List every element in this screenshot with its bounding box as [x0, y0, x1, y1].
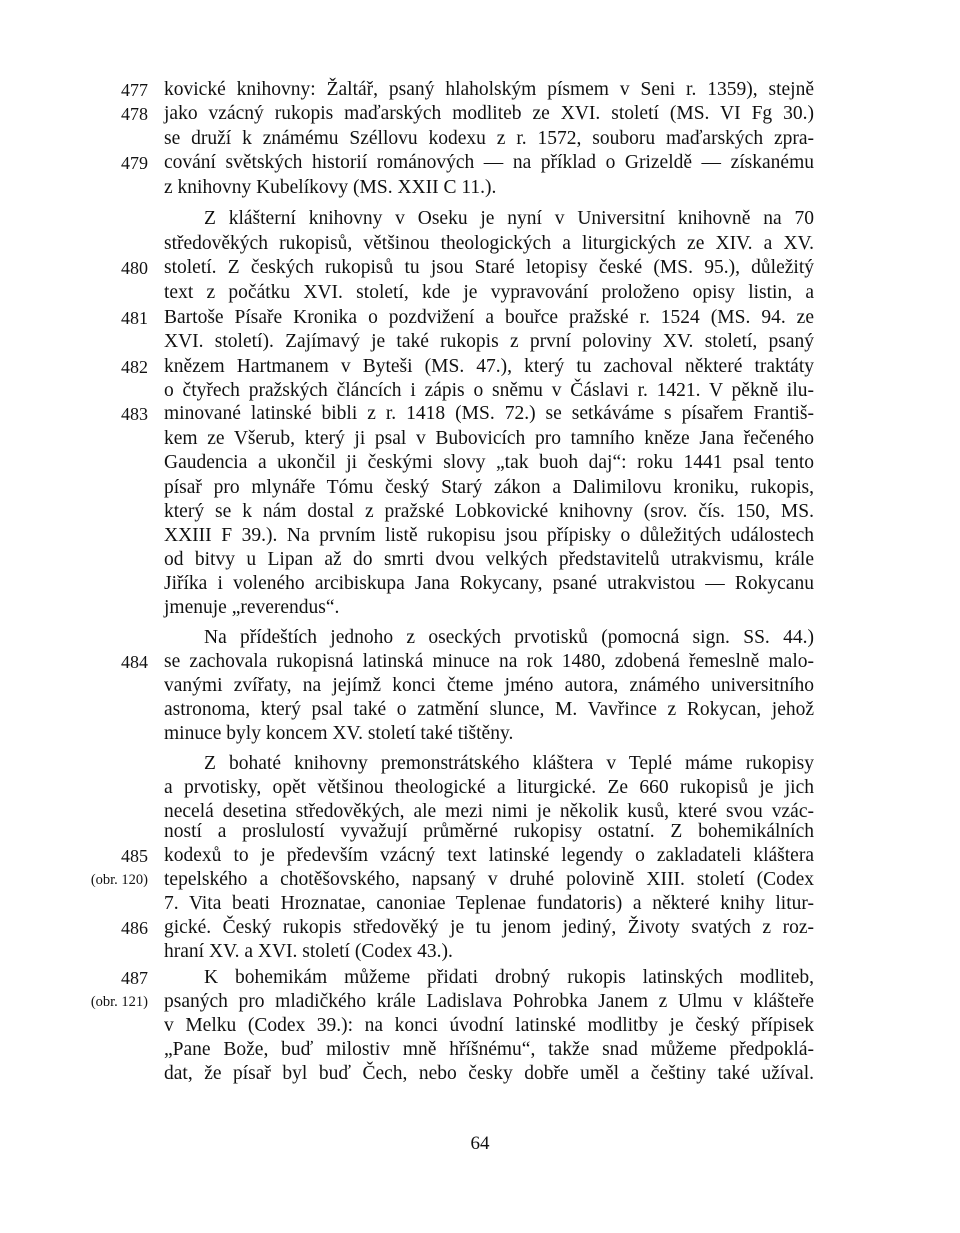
text-line: kodexů to je především vzácný text latinské legendy o zakladateli kláštera — [164, 845, 814, 866]
margin-number: 477 — [121, 80, 148, 100]
text-line: Jiříka i voleného arcibiskupa Jana Rokycany, psané utrakvistou — Rokycanu — [164, 573, 814, 594]
margin-number: 481 — [121, 308, 148, 328]
text-line: text z počátku XVI. století, kde je vypravování proloženo opisy listin, a — [164, 282, 814, 303]
margin-figure-ref: (obr. 121) — [90, 994, 148, 1010]
text-line: minuce byly koncem XV. století také tištěny. — [164, 723, 514, 744]
text-line: Na přídeštích jednoho z oseckých prvotisků (pomocná sign. SS. 44.) — [204, 627, 814, 648]
text-line: astronoma, který psal také o zatmění slunce, M. Vavřince z Rokycan, jehož — [164, 699, 814, 720]
text-line: o čtyřech pražských článcích i zápis o sněmu v Čáslavi r. 1421. V pěkně ilu- — [164, 380, 814, 401]
text-line: hraní XV. a XVI. století (Codex 43.). — [164, 941, 453, 962]
text-line: tepelského a chotěšovského, napsaný v druhé polovině XIII. století (Codex — [164, 869, 814, 890]
text-line: kem ze Všerub, který ji psal v Bubovicích pro tamního kněze Jana řečeného — [164, 428, 814, 449]
text-line: se druží k známému Széllovu kodexu z r. 1572, souboru maďarských zpra- — [164, 128, 814, 149]
text-line: „Pane Bože, buď milostiv mně hříšnému“, takže snad můžeme předpoklá- — [164, 1039, 814, 1060]
margin-number: 484 — [121, 652, 148, 672]
text-line: jako vzácný rukopis maďarských modliteb ze XVI. století (MS. VI Fg 30.) — [164, 103, 814, 124]
text-line: K bohemikám můžeme přidati drobný rukopis latinských modliteb, — [204, 967, 814, 988]
text-line: psaných pro mladičkého krále Ladislava Pohrobka Janem z Ulmu v klášteře — [164, 991, 814, 1012]
text-line: písař pro mlynáře Tómu český Starý zákon a Dalimilovu kroniku, rukopis, — [164, 477, 814, 498]
margin-number: 482 — [121, 357, 148, 377]
margin-number: 483 — [121, 404, 148, 424]
margin-number: 485 — [121, 846, 148, 866]
text-line: z knihovny Kubelíkovy (MS. XXII C 11.). — [164, 177, 497, 198]
text-line: ností a proslulostí vyvažují průměrné rukopisy ostatní. Z bohemikálních — [164, 821, 814, 842]
text-line: gické. Český rukopis středověký je tu jenom jediný, Životy svatých z roz- — [164, 917, 814, 938]
text-line: Gaudencia a ukončil ji českými slovy „tak buoh daj“: roku 1441 psal tento — [164, 452, 814, 473]
text-line: cování světských historií románových — na příklad o Grizeldě — získanému — [164, 152, 814, 173]
text-line: jmenuje „reverendus“. — [164, 597, 340, 618]
text-line: v Melku (Codex 39.): na konci úvodní latinské modlitby je český přípisek — [164, 1015, 814, 1036]
text-line: vanými zvířaty, na jejímž konci čteme jméno autora, známého universitního — [164, 675, 814, 696]
text-line: a prvotisky, opět většinou theologické a liturgické. Ze 660 rukopisů je jich — [164, 777, 814, 798]
margin-number: 478 — [121, 104, 148, 124]
text-line: dat, že písař byl buď Čech, nebo česky dobře uměl a češtiny také užíval. — [164, 1063, 814, 1084]
text-line: knězem Hartmanem v Byteši (MS. 47.), který tu zachoval některé traktáty — [164, 356, 814, 377]
margin-number: 479 — [121, 153, 148, 173]
text-line: XVI. století). Zajímavý je také rukopis z první poloviny XV. století, psaný — [164, 331, 814, 352]
text-line: minované latinské bibli z r. 1418 (MS. 72.) se setkáváme s písařem Františ- — [164, 403, 814, 424]
text-line: 7. Vita beati Hroznatae, canoniae Teplenae fundatoris) a některé knihy litur- — [164, 893, 814, 914]
margin-number: 480 — [121, 258, 148, 278]
margin-figure-ref: (obr. 120) — [90, 872, 148, 888]
text-line: Z klášterní knihovny v Oseku je nyní v Universitní knihovně na 70 — [204, 208, 814, 229]
text-line: od bitvy u Lipan až do smrti dvou velkých představitelů utrakvismu, krále — [164, 549, 814, 570]
margin-number: 486 — [121, 918, 148, 938]
text-line: se zachovala rukopisná latinská minuce na rok 1480, zdobená řemeslně malo- — [164, 651, 814, 672]
text-line: Bartoše Písaře Kronika o pozdvižení a bouřce pražské r. 1524 (MS. 94. ze — [164, 307, 814, 328]
text-line: který se k nám dostal z pražské Lobkovické knihovny (srov. čís. 150, MS. — [164, 501, 814, 522]
text-line: Z bohaté knihovny premonstrátského kláštera v Teplé máme rukopisy — [204, 753, 814, 774]
text-line: století. Z českých rukopisů tu jsou Staré letopisy české (MS. 95.), důležitý — [164, 257, 814, 278]
text-line: necelá desetina středověkých, ale mezi nimi je několik kusů, které svou vzác- — [164, 801, 814, 822]
margin-number: 487 — [121, 968, 148, 988]
text-line: XXIII F 39.). Na prvním listě rukopisu jsou přípisky o důležitých událostech — [164, 525, 814, 546]
page-number: 64 — [470, 1133, 490, 1154]
text-line: středověkých rukopisů, většinou theologických a liturgických ze XIV. a XV. — [164, 233, 814, 254]
text-line: kovické knihovny: Žaltář, psaný hlaholským písmem v Seni r. 1359), stejně — [164, 79, 814, 100]
